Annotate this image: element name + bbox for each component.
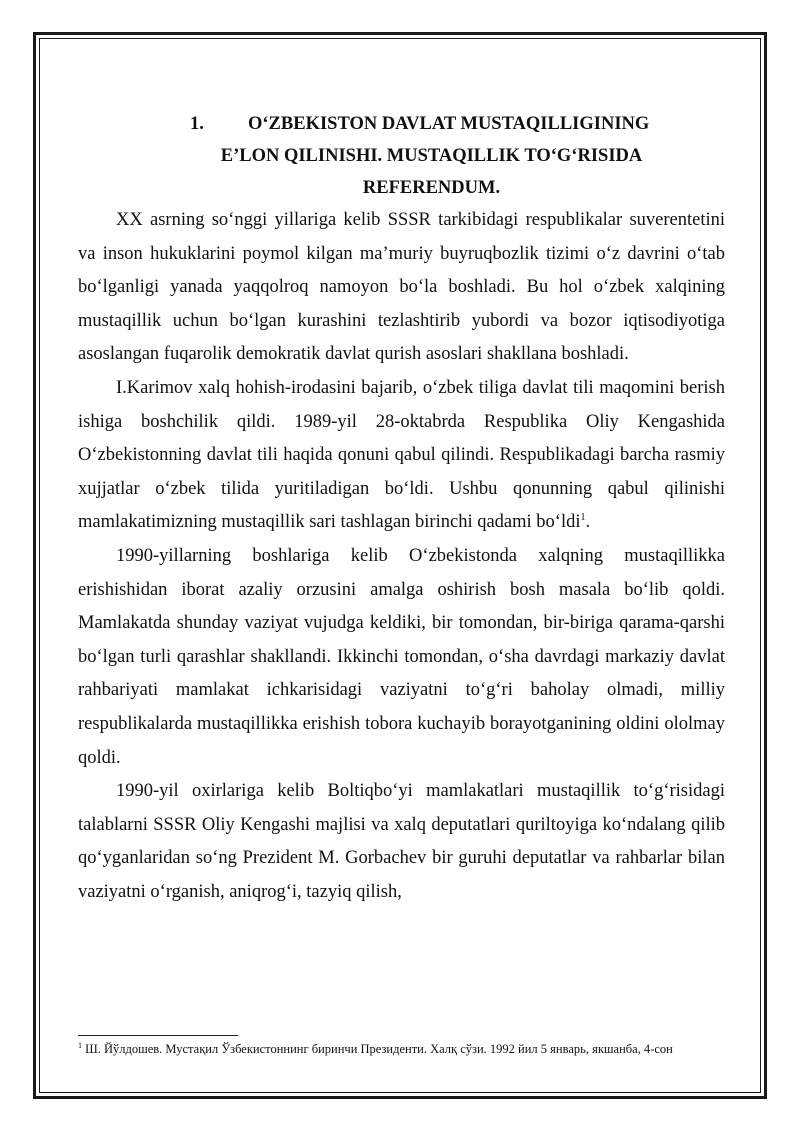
footnote — [78, 1041, 728, 1057]
footnote-reference[interactable]: 1 — [580, 512, 586, 524]
heading-line-2: E’LON QILINISHI. MUSTAQILLIK TO‘G‘RISIDA — [220, 146, 643, 166]
paragraph-1: XX asrning so‘nggi yillariga kelib SSSR tarkibidagi respublikalar suverentetini va inson hukuklarini poymol kilgan ma’muriy buyruqbozlik tizimi o‘z davrini o‘tab bo‘lganligi yanada yaqqolroq namoyon bo‘la boshladi. Bu hol o‘zbek xalqining mustaqillik uchun bo‘lgan kurashini tezlashtirib yubordi va bozor iqtisodiyotiga asoslangan fuqarolik demokratik davlat qurish asoslari shakllana boshladi. — [78, 210, 725, 365]
heading-number: 1. — [190, 114, 204, 134]
footnote-separator — [78, 1035, 238, 1036]
paragraph-3: 1990-yillarning boshlariga kelib O‘zbekistonda xalqning mustaqillikka erishishidan iborat azaliy orzusini amalga oshirish bosh masala bo‘lib qoldi. Mamlakatda shunday vaziyat vujudga keldiki, bir tomondan, bir-biriga qarama-qarshi bo‘lgan turli qarashlar shakllandi. Ikkinchi tomondan, o‘sha davrdagi markaziy davlat rahbariyati mamlakat ichkarisidagi vaziyatni to‘g‘ri baholay olmadi, milliy respublikalarda mustaqillikka erishish tobora kuchayib borayotganining oldini ololmay qoldi. — [78, 545, 725, 768]
document-body — [78, 108, 725, 909]
footnote-marker: 1 — [78, 1040, 82, 1050]
heading-line-1: 1. O‘ZBEKISTON DAVLAT MUSTAQILLIGINING — [138, 108, 725, 140]
paragraph-4: 1990-yil oxirlariga kelib Boltiqbo‘yi mamlakatlari mustaqillik to‘g‘risidagi talablarni SSSR Oliy Kengashi majlisi va xalq deputatlari quriltoyiga ko‘ndalang qilib qo‘yganlaridan so‘ng Prezident M. Gorbachev bir guruhi deputatlar va rahbarlar bilan vaziyatni o‘rganish, aniqrog‘i, tazyiq qilish, — [78, 781, 725, 902]
section-heading — [78, 108, 725, 204]
footnote-text: Ш. Йўлдошев. Мустақил Ўзбекистоннинг биринчи Президенти. Халқ сўзи. 1992 йил 5 январь, якшанба, 4-сон — [82, 1042, 673, 1056]
heading-line-3: REFERENDUM. — [362, 178, 501, 198]
paragraph-2: I.Karimov xalq hohish-irodasini bajarib, o‘zbek tiliga davlat tili maqomini berish ishiga boshchilik qildi. 1989-yil 28-oktabrda Respublika Oliy Kengashida O‘zbekistonning davlat tili haqida qonuni qabul qilindi. Respublikadagi barcha rasmiy xujjatlar o‘zbek tilida yuritiladigan bo‘ldi. Ushbu qonunning qabul qilinishi mamlakatimizning mustaqillik sari tashlagan birinchi qadami bo‘ldi$^1$. — [78, 377, 725, 533]
